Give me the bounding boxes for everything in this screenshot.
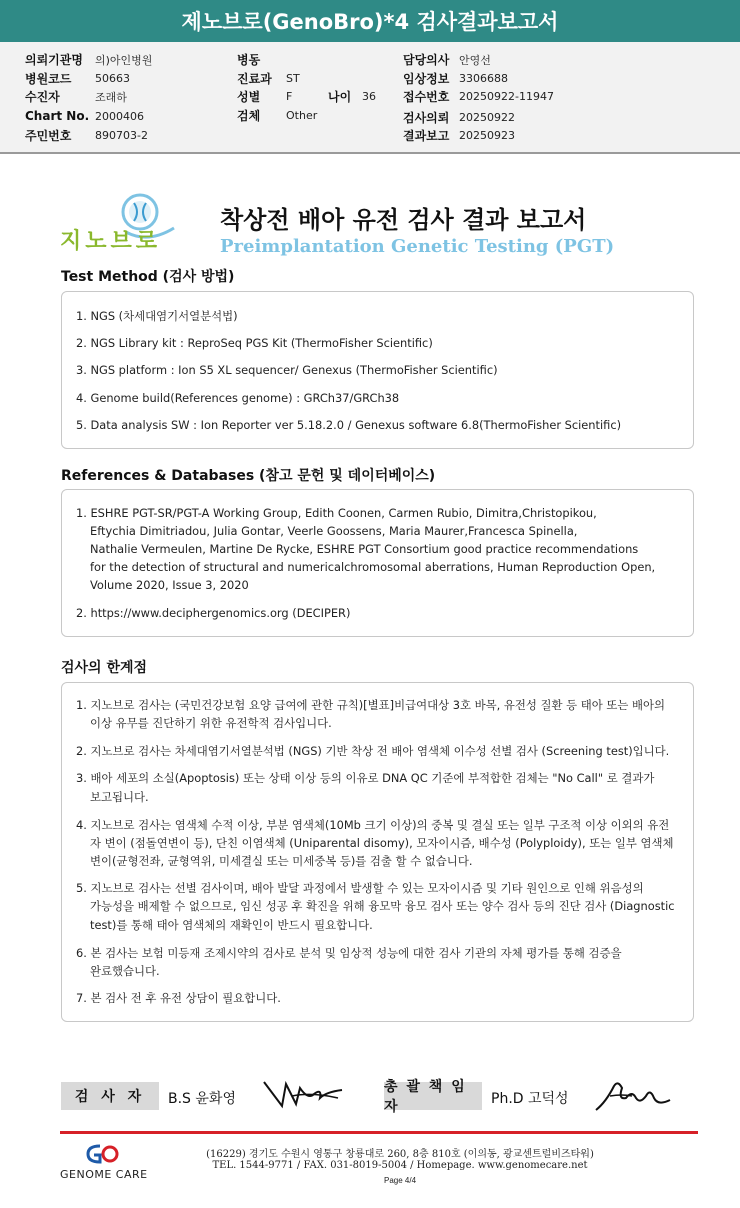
director-name: Ph.D 고덕성 bbox=[491, 1091, 569, 1107]
limitation-line: 자 변이 (점돌연변이 등), 단친 이염색체 (Uniparental disomy), 모자이시즘, 배수성 (Polyploidy), 또는 일부 염색체 bbox=[90, 836, 674, 850]
ward-label: 병동 bbox=[237, 53, 261, 67]
examiner-name: B.S 윤화영 bbox=[168, 1091, 236, 1107]
page-number: Page 4/4 bbox=[383, 1176, 417, 1185]
resident-value: 890703-2 bbox=[95, 129, 148, 142]
specimen-label: 검체 bbox=[237, 109, 261, 123]
examiner-label: 검 사 자 bbox=[61, 1082, 159, 1110]
age-label: 나이 bbox=[328, 90, 352, 104]
genome-care-text: GENOME CARE bbox=[60, 1168, 148, 1181]
director-label: 총 괄 책 임 자 bbox=[384, 1082, 482, 1110]
institution-label: 의뢰기관명 bbox=[25, 53, 83, 67]
reference-line: 1. ESHRE PGT-SR/PGT-A Working Group, Edith Coonen, Carmen Rubio, Dimitra,Christopikou, bbox=[76, 506, 597, 520]
reference-line: Eftychia Dimitriadou, Julia Gontar, Veerle Goossens, Maria Maurer,Francesca Spinella, bbox=[90, 524, 578, 538]
chart-label: Chart No. bbox=[25, 109, 90, 123]
footer-divider bbox=[60, 1131, 698, 1134]
reference-line: Volume 2020, Issue 3, 2020 bbox=[90, 578, 249, 592]
request-value: 20250922 bbox=[459, 111, 515, 124]
limitations-title: 검사의 한계점 bbox=[61, 660, 148, 676]
limitation-line: 7. 본 검사 전 후 유전 상담이 필요합니다. bbox=[76, 991, 281, 1005]
limitation-line: 4. 지노브로 검사는 염색체 수적 이상, 부분 염색체(10Mb 크기 이상)의 중복 및 결실 또는 일부 구조적 이상 이외의 유전 bbox=[76, 818, 670, 832]
report-title-en: Preimplantation Genetic Testing (PGT) bbox=[220, 236, 615, 257]
test-method-item: 5. Data analysis SW : Ion Reporter ver 5.18.2.0 / Genexus software 6.8(ThermoFisher Scientific) bbox=[76, 418, 622, 432]
test-method-item: 1. NGS (차세대염기서열분석법) bbox=[76, 309, 238, 323]
test-method-item: 3. NGS platform : Ion S5 XL sequencer/ Genexus (ThermoFisher Scientific) bbox=[76, 363, 498, 377]
resident-label: 주민번호 bbox=[25, 129, 72, 143]
specimen-value: Other bbox=[286, 109, 318, 122]
limitation-line: 6. 본 검사는 보험 미등재 조제시약의 검사로 분석 및 임상적 성능에 대한 검사 기관의 자체 평가를 통해 검증을 bbox=[76, 946, 622, 960]
limitations-box bbox=[61, 682, 694, 1022]
receipt-label: 접수번호 bbox=[403, 90, 450, 104]
report-date-label: 결과보고 bbox=[403, 129, 450, 143]
genome-care-icon bbox=[82, 1142, 122, 1166]
limitation-line: 변이(균형전좌, 균형역위, 미세결실 또는 미세중복 등)를 검출 할 수 없습니다. bbox=[90, 854, 473, 868]
report-title-kr: 착상전 배아 유전 검사 결과 보고서 bbox=[220, 206, 587, 234]
limitation-line: 5. 지노브로 검사는 선별 검사이며, 배아 발달 과정에서 발생할 수 있는 모자이시즘 및 기타 원인으로 인해 위음성의 bbox=[76, 881, 644, 895]
examiner-signature bbox=[262, 1076, 344, 1112]
collector-value: 조래하 bbox=[95, 90, 127, 104]
chart-value: 2000406 bbox=[95, 109, 144, 123]
references-title: References & Databases (참고 문헌 및 데이터베이스) bbox=[61, 468, 436, 484]
request-label: 검사의뢰 bbox=[403, 111, 450, 125]
hospital-code-label: 병원코드 bbox=[25, 72, 72, 86]
clinical-value: 3306688 bbox=[459, 72, 508, 85]
report-header-title: 제노브로(GenoBro)*4 검사결과보고서 bbox=[0, 0, 740, 42]
dept-label: 진료과 bbox=[237, 72, 272, 86]
doctor-label: 담당의사 bbox=[403, 53, 450, 67]
receipt-value: 20250922-11947 bbox=[459, 90, 554, 103]
references-box bbox=[61, 489, 694, 637]
footer-address: (16229) 경기도 수원시 영통구 창룡대로 260, 8층 810호 (이의동, 광교센트럴비즈타워) bbox=[206, 1149, 594, 1160]
dept-value: ST bbox=[286, 72, 300, 85]
genobro-logo bbox=[60, 192, 180, 260]
patient-info-panel bbox=[0, 42, 740, 154]
limitation-line: 1. 지노브로 검사는 (국민건강보험 요양 급여에 관한 규칙)[별표]비급여대상 3호 바목, 유전성 질환 등 태아 또는 배아의 bbox=[76, 698, 665, 712]
age-value: 36 bbox=[362, 90, 376, 103]
sex-label: 성별 bbox=[237, 90, 261, 104]
limitation-line: test)를 통해 태아 염색체의 재확인이 반드시 필요합니다. bbox=[90, 918, 373, 932]
limitation-line: 가능성을 배제할 수 없으므로, 임신 성공 후 확진을 위해 융모막 융모 검사 또는 양수 검사 등의 진단 검사 (Diagnostic bbox=[90, 899, 675, 913]
hospital-code-value: 50663 bbox=[95, 72, 130, 85]
reference-link[interactable]: 2. https://www.deciphergenomics.org (DECIPER) bbox=[76, 606, 351, 620]
sex-value: F bbox=[286, 90, 293, 103]
reference-line: for the detection of structural and numericalchromosomal aberrations, Human Reproduction Open, bbox=[90, 560, 656, 574]
director-signature bbox=[592, 1076, 672, 1116]
limitation-line: 2. 지노브로 검사는 차세대염기서열분석법 (NGS) 기반 착상 전 배아 염색체 이수성 선별 검사 (Screening test)입니다. bbox=[76, 744, 670, 758]
clinical-label: 임상정보 bbox=[403, 72, 450, 86]
report-date-value: 20250923 bbox=[459, 129, 515, 142]
limitation-line: 3. 배아 세포의 소실(Apoptosis) 또는 상태 이상 등의 이유로 DNA QC 기준에 부적합한 검체는 "No Call" 로 결과가 bbox=[76, 771, 655, 785]
test-method-title: Test Method (검사 방법) bbox=[61, 269, 235, 285]
logo-text: 지노브로 bbox=[60, 229, 162, 254]
limitation-line: 완료했습니다. bbox=[90, 964, 160, 978]
collector-label: 수진자 bbox=[25, 90, 60, 104]
limitation-line: 이상 유무를 진단하기 위한 유전학적 검사입니다. bbox=[90, 716, 332, 730]
doctor-value: 안영선 bbox=[459, 53, 491, 67]
test-method-item: 2. NGS Library kit : ReproSeq PGS Kit (ThermoFisher Scientific) bbox=[76, 336, 433, 350]
reference-line: Nathalie Vermeulen, Martine De Rycke, ESHRE PGT Consortium good practice recommendations bbox=[90, 542, 639, 556]
limitation-line: 보고됩니다. bbox=[90, 790, 149, 804]
footer-contact: TEL. 1544-9771 / FAX. 031-8019-5004 / Homepage. www.genomecare.net bbox=[212, 1160, 588, 1171]
test-method-item: 4. Genome build(References genome) : GRCh37/GRCh38 bbox=[76, 391, 400, 405]
test-method-box bbox=[61, 291, 694, 449]
institution-value: 의)아인병원 bbox=[95, 53, 153, 67]
genome-care-logo bbox=[60, 1142, 160, 1184]
